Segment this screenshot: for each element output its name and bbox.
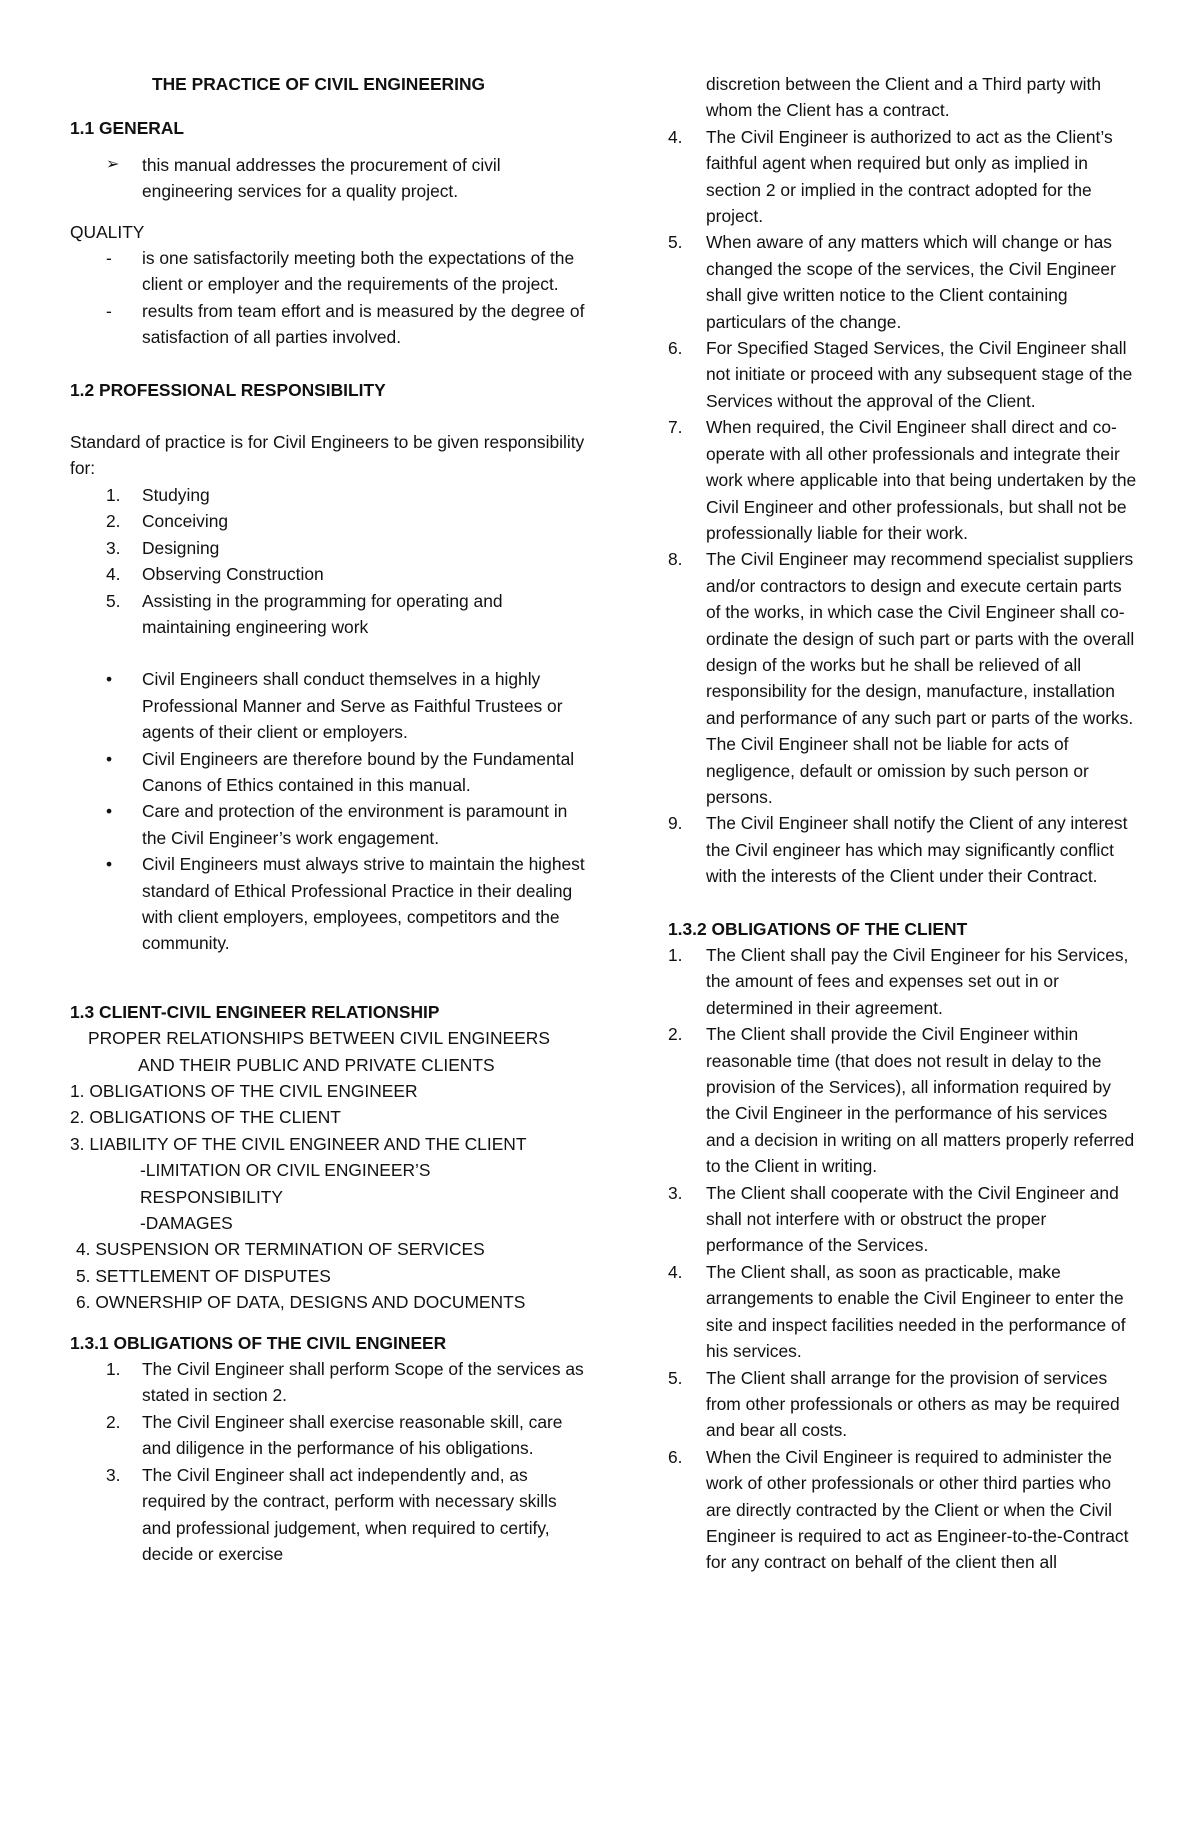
- relationship-subtitle: AND THEIR PUBLIC AND PRIVATE CLIENTS: [138, 1054, 495, 1075]
- engineer-obligation-item: [668, 546, 1138, 810]
- bullet-dot-icon: •: [106, 801, 113, 822]
- responsibility-bullet-text: Civil Engineers are therefore bound by the Fundamental Canons of Ethics contained in this manual.: [142, 748, 575, 795]
- responsibility-item: [70, 588, 590, 641]
- engineer-obligation-text: The Civil Engineer shall exercise reasonable skill, care and diligence in the performance of his obligations.: [142, 1411, 563, 1459]
- client-obligation-item: [668, 1444, 1138, 1576]
- responsibility-bullet: [70, 746, 590, 799]
- arrow-bullet-icon: ➢: [106, 155, 120, 173]
- list-number: 3.: [668, 1182, 683, 1203]
- list-number: 5.: [106, 590, 121, 611]
- outline-subitem: -LIMITATION OR CIVIL ENGINEER’S: [140, 1160, 431, 1181]
- client-obligation-item: [668, 942, 1138, 1021]
- client-obligation-text: The Client shall, as soon as practicable, make arrangements to enable the Civil Engineer to enter the site and inspect facilities needed in the performance of his services.: [706, 1261, 1126, 1362]
- right-column: [668, 71, 1138, 1576]
- client-obligation-item: [668, 1021, 1138, 1179]
- engineer-obligation-text: When required, the Civil Engineer shall direct and co-operate with all other professionals and integrate their work where applicable into that being undertaken by the Civil Engineer and other professionals, but shall not be professionally liable for their work.: [706, 417, 1137, 543]
- client-obligation-text: The Client shall arrange for the provision of services from other professionals or others as may be required and bear all costs.: [706, 1367, 1120, 1441]
- section-engineer-obligations-heading: 1.3.1 OBLIGATIONS OF THE CIVIL ENGINEER: [70, 1332, 447, 1353]
- client-obligation-item: [668, 1365, 1138, 1444]
- engineer-obligation-text: The Civil Engineer shall notify the Client of any interest the Civil engineer has which may significantly conflict with the interests of the Client under their Contract.: [706, 813, 1128, 887]
- client-obligation-text: When the Civil Engineer is required to administer the work of other professionals or other third parties who are directly contracted by the Client or when the Civil Engineer is required to act as Engineer-to-the-Contract for any contract on behalf of the client then all: [706, 1446, 1129, 1573]
- outline-item: 1. OBLIGATIONS OF THE CIVIL ENGINEER: [70, 1081, 418, 1101]
- responsibility-intro: Standard of practice is for Civil Engineers to be given responsibility for:: [70, 432, 585, 479]
- responsibility-item: [70, 561, 590, 587]
- section-general-heading: 1.1 GENERAL: [70, 118, 185, 139]
- list-number: 2.: [106, 511, 121, 532]
- outline-item: 5. SETTLEMENT OF DISPUTES: [76, 1265, 331, 1286]
- outline-item: 2. OBLIGATIONS OF THE CLIENT: [70, 1107, 341, 1128]
- list-number: 1.: [106, 1359, 121, 1380]
- engineer-obligation-item: [70, 1409, 590, 1462]
- bullet-dot-icon: •: [106, 854, 113, 875]
- quality-item-text: results from team effort and is measured by the degree of satisfaction of all parties involved.: [142, 300, 585, 348]
- list-number: 3.: [106, 537, 121, 558]
- client-obligation-item: [668, 1259, 1138, 1365]
- engineer-obligation-item: [668, 124, 1138, 230]
- responsibility-item-text: Observing Construction: [142, 564, 324, 585]
- list-number: 8.: [668, 549, 683, 570]
- engineer-obligation-text: discretion between the Client and a Third party with whom the Client has a contract.: [706, 74, 1102, 121]
- list-number: 2.: [106, 1411, 121, 1432]
- section-relationship-heading: 1.3 CLIENT-CIVIL ENGINEER RELATIONSHIP: [70, 1001, 440, 1022]
- responsibility-bullet: [70, 851, 590, 957]
- responsibility-bullet: [70, 798, 590, 851]
- list-number: 9.: [668, 813, 683, 834]
- list-number: 5.: [668, 1367, 683, 1388]
- engineer-obligation-text: When aware of any matters which will change or has changed the scope of the services, the Civil Engineer shall give written notice to the Client containing particulars of the change.: [706, 232, 1116, 332]
- list-number: 1.: [106, 484, 121, 505]
- engineer-obligation-text: The Civil Engineer shall act independently and, as required by the contract, perform with necessary skills and professional judgement, when required to certify, decide or exercise: [142, 1464, 557, 1564]
- section-responsibility-heading: 1.2 PROFESSIONAL RESPONSIBILITY: [70, 379, 386, 400]
- responsibility-bullet-text: Care and protection of the environment is paramount in the Civil Engineer’s work engagement.: [142, 801, 568, 848]
- engineer-obligation-text: The Civil Engineer may recommend specialist suppliers and/or contractors to design and execute certain parts of the works, in which case the Civil Engineer shall co-ordinate the design of such part or parts with the overall design of the works but he shall be relieved of all responsibility for the design, manufacture, installation and performance of any such part or parts of the works. The Civil Engineer shall not be liable for acts of negligence, default or omission by such person or persons.: [706, 549, 1135, 807]
- quality-item-text: is one satisfactorily meeting both the expectations of the client or employer and the requirements of the project.: [142, 248, 575, 295]
- responsibility-bullet: [70, 666, 590, 745]
- engineer-obligation-continued: [668, 71, 1138, 124]
- list-number: 7.: [668, 417, 683, 438]
- engineer-obligation-item: [668, 414, 1138, 546]
- list-number: 1.: [668, 945, 683, 965]
- responsibility-item-text: Conceiving: [142, 511, 229, 532]
- client-obligation-text: The Client shall cooperate with the Civil Engineer and shall not interfere with or obstruct the proper performance of the Services.: [706, 1182, 1119, 1256]
- outline-item: 6. OWNERSHIP OF DATA, DESIGNS AND DOCUMENTS: [76, 1292, 526, 1313]
- bullet-dot-icon: •: [106, 748, 113, 769]
- bullet-dot-icon: •: [106, 669, 113, 690]
- responsibility-item-text: Assisting in the programming for operating and maintaining engineering work: [142, 590, 503, 637]
- client-obligation-text: The Client shall provide the Civil Engineer within reasonable time (that does not result in delay to the provision of the Services), all information required by the Civil Engineer in the performance of his services and a decision in writing on all matters properly referred to the Client in writing.: [706, 1024, 1135, 1177]
- list-number: 3.: [106, 1464, 121, 1485]
- list-number: 5.: [668, 232, 683, 253]
- relationship-subtitle: PROPER RELATIONSHIPS BETWEEN CIVIL ENGINEERS: [88, 1028, 550, 1049]
- list-number: 6.: [668, 338, 683, 359]
- left-column: [70, 71, 590, 1567]
- quality-label: QUALITY: [70, 221, 145, 242]
- general-arrow-text: this manual addresses the procurement of civil engineering services for a quality project.: [142, 154, 501, 202]
- list-number: 2.: [668, 1024, 683, 1045]
- general-arrow-item: [70, 152, 590, 205]
- list-number: 4.: [668, 126, 683, 147]
- responsibility-item: [70, 535, 590, 561]
- dash-marker: -: [106, 300, 112, 321]
- client-obligation-text: The Client shall pay the Civil Engineer for his Services, the amount of fees and expenses set out in or determined in their agreement.: [706, 945, 1129, 1018]
- responsibility-bullet-text: Civil Engineers shall conduct themselves in a highly Professional Manner and Serve as Faithful Trustees or agents of their client or employers.: [142, 669, 563, 743]
- engineer-obligation-text: For Specified Staged Services, the Civil Engineer shall not initiate or proceed with any subsequent stage of the Services without the approval of the Client.: [706, 338, 1133, 411]
- responsibility-item: [70, 508, 590, 534]
- outline-subitem: RESPONSIBILITY: [140, 1186, 284, 1207]
- engineer-obligation-item: [70, 1356, 590, 1409]
- outline-item: 4. SUSPENSION OR TERMINATION OF SERVICES: [76, 1239, 485, 1260]
- responsibility-item: [70, 482, 590, 508]
- engineer-obligation-item: [668, 229, 1138, 335]
- list-number: 4.: [106, 564, 121, 585]
- responsibility-bullet-text: Civil Engineers must always strive to maintain the highest standard of Ethical Professional Practice in their dealing with client employers, employees, competitors and the community.: [142, 854, 585, 954]
- responsibility-item-text: Designing: [142, 537, 220, 558]
- outline-item: 3. LIABILITY OF THE CIVIL ENGINEER AND THE CLIENT: [70, 1133, 527, 1154]
- quality-item: [70, 245, 590, 298]
- engineer-obligation-text: The Civil Engineer shall perform Scope of the services as stated in section 2.: [142, 1359, 584, 1406]
- responsibility-item-text: Studying: [142, 484, 210, 505]
- dash-marker: -: [106, 248, 112, 269]
- engineer-obligation-item: [70, 1462, 590, 1568]
- engineer-obligation-item: [668, 810, 1138, 889]
- engineer-obligation-item: [668, 335, 1138, 414]
- list-number: 6.: [668, 1446, 683, 1467]
- section-client-obligations-heading: 1.3.2 OBLIGATIONS OF THE CLIENT: [668, 918, 968, 939]
- client-obligation-item: [668, 1180, 1138, 1259]
- quality-item: [70, 298, 590, 351]
- outline-subitem: -DAMAGES: [140, 1213, 233, 1234]
- page-title: THE PRACTICE OF CIVIL ENGINEERING: [152, 74, 486, 94]
- list-number: 4.: [668, 1261, 683, 1282]
- engineer-obligation-text: The Civil Engineer is authorized to act as the Client’s faithful agent when required but only as implied in section 2 or implied in the contract adopted for the project.: [706, 126, 1113, 227]
